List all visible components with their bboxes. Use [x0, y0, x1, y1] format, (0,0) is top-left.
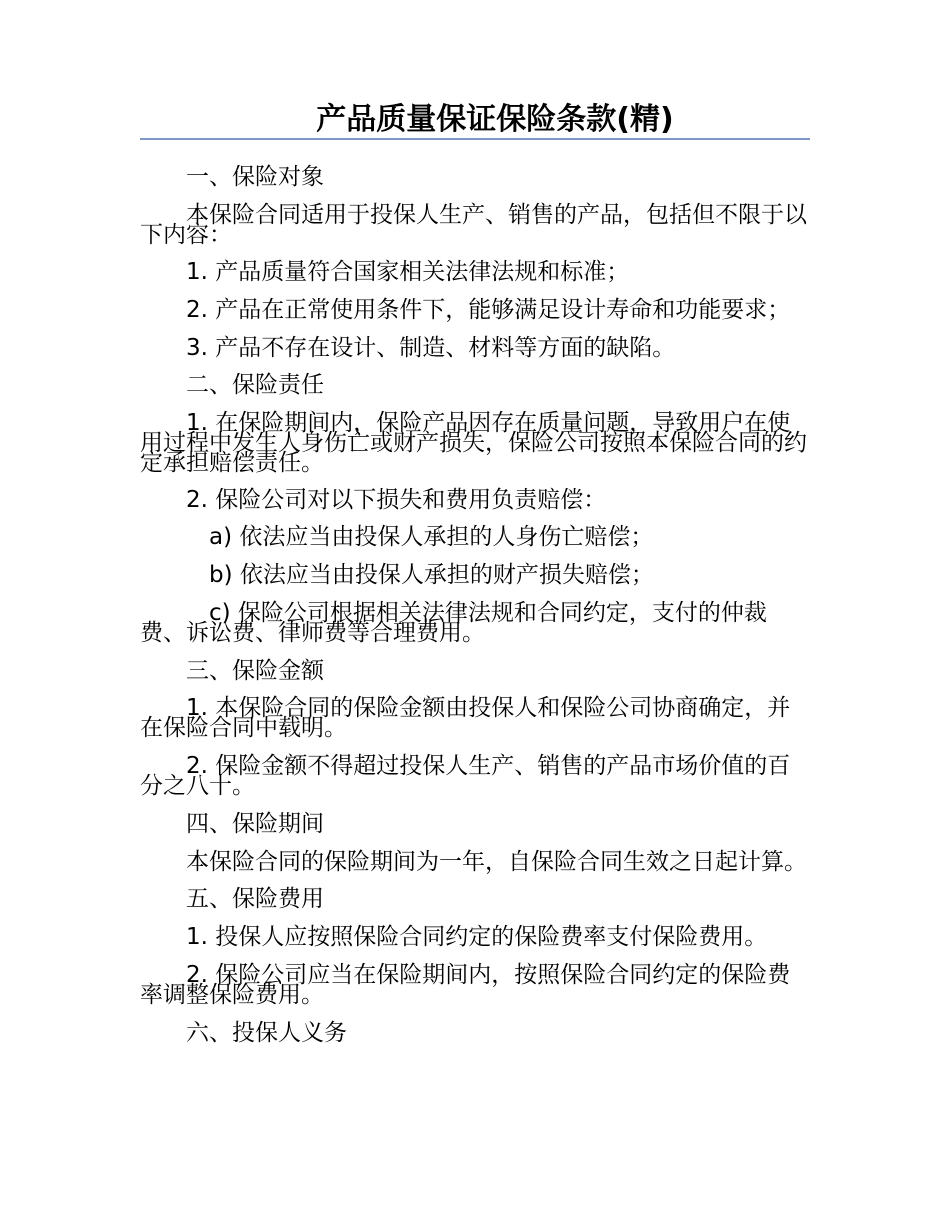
list-item: 2. 保险公司应当在保险期间内，按照保险合同约定的保险费率调整保险费用。 — [140, 962, 791, 1008]
list-item: 2. 保险公司对以下损失和费用负责赔偿： — [186, 487, 607, 513]
list-item: 3. 产品不存在设计、制造、材料等方面的缺陷。 — [186, 335, 676, 361]
list-item: 2. 产品在正常使用条件下，能够满足设计寿命和功能要求； — [186, 297, 791, 323]
list-item: 1. 在保险期间内，保险产品因存在质量问题，导致用户在使用过程中发生人身伤亡或财产损失，保险公司按照本保险合同的约定承担赔偿责任。 — [140, 410, 807, 476]
section-heading-policyholder-obligations: 六、投保人义务 — [186, 1020, 347, 1046]
list-item: 1. 投保人应按照保险合同约定的保险费率支付保险费用。 — [186, 924, 768, 950]
paragraph: 本保险合同的保险期间为一年，自保险合同生效之日起计算。 — [186, 849, 807, 875]
document-title: 产品质量保证保险条款(精) — [140, 100, 810, 140]
list-item: 1. 产品质量符合国家相关法律法规和标准； — [186, 259, 630, 285]
section-heading-liability: 二、保险责任 — [186, 372, 324, 398]
list-item: 2. 保险金额不得超过投保人生产、销售的产品市场价值的百分之八十。 — [140, 753, 791, 799]
sub-list-item: c) 保险公司根据相关法律法规和合同约定，支付的仲裁费、诉讼费、律师费等合理费用。 — [140, 600, 767, 646]
paragraph: 本保险合同适用于投保人生产、销售的产品，包括但不限于以下内容： — [140, 202, 807, 248]
section-heading-insured-object: 一、保险对象 — [186, 164, 324, 190]
section-heading-insurance-period: 四、保险期间 — [186, 811, 324, 837]
document-page — [140, 100, 810, 1046]
sub-list-item: a) 依法应当由投保人承担的人身伤亡赔偿； — [209, 524, 654, 550]
section-heading-insurance-fees: 五、保险费用 — [186, 886, 324, 912]
sub-list-item: b) 依法应当由投保人承担的财产损失赔偿； — [209, 562, 654, 588]
section-heading-insured-amount: 三、保险金额 — [186, 658, 324, 684]
list-item: 1. 本保险合同的保险金额由投保人和保险公司协商确定，并在保险合同中载明。 — [140, 695, 791, 741]
